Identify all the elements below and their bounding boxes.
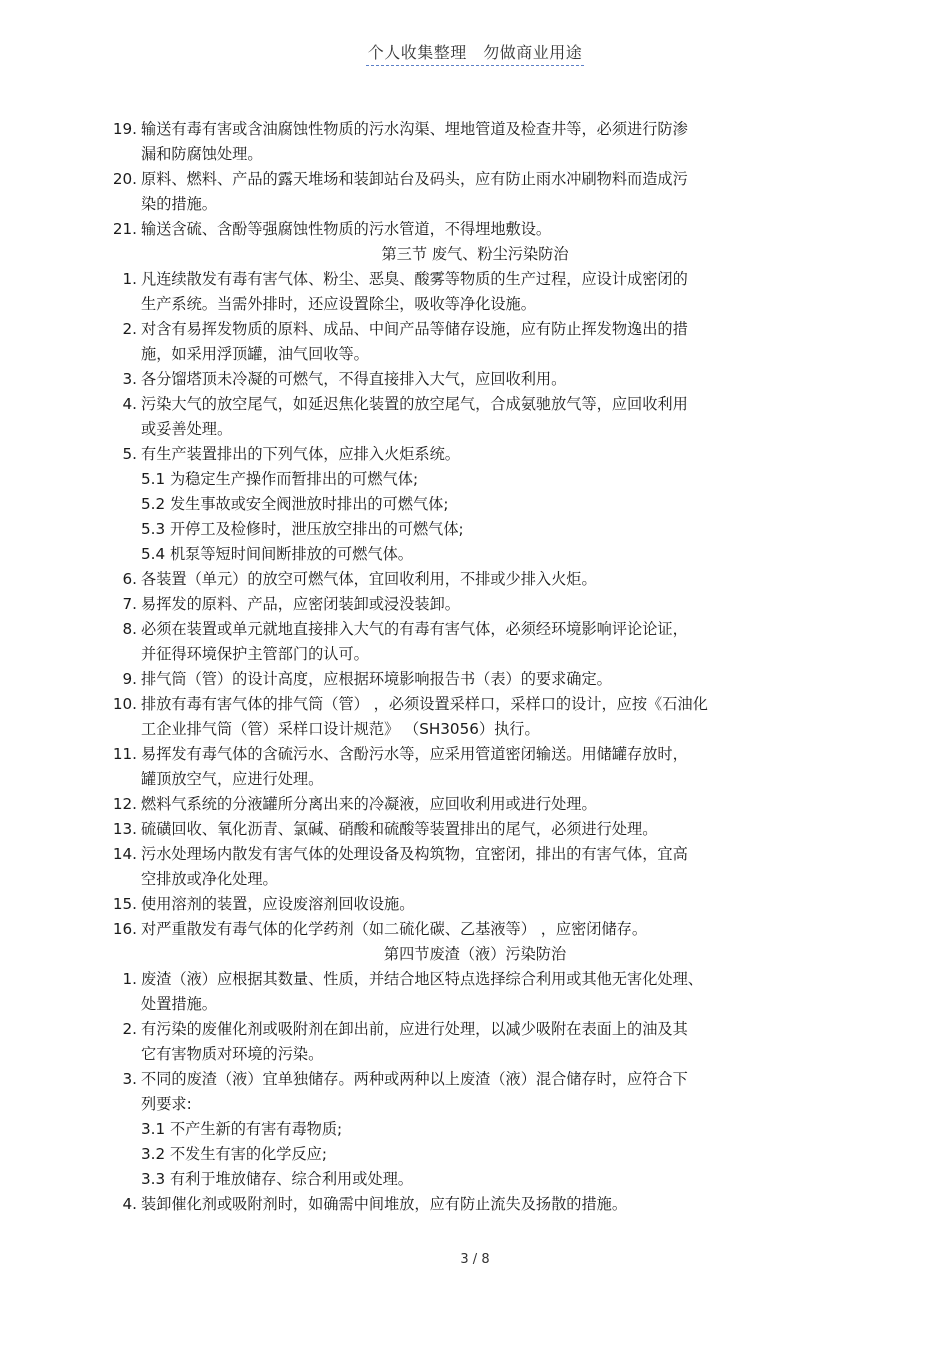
list-item <box>0 167 950 192</box>
list-item-number: 4. <box>122 395 137 413</box>
list-item <box>0 392 950 417</box>
list-item-text: 易挥发的原料、产品，应密闭装卸或浸没装卸。 <box>141 595 460 613</box>
list-item-number: 11. <box>112 745 137 763</box>
list-item-text: 排放有毒有害气体的排气筒（管） ，必须设置采样口，采样口的设计，应按《石油化 <box>141 695 708 713</box>
list-item <box>0 217 950 242</box>
list-item-number: 13. <box>112 820 137 838</box>
continuation-text: 染的措施。 <box>141 195 217 213</box>
list-item-text: 有生产装置排出的下列气体，应排入火炬系统。 <box>141 445 460 463</box>
sub-item <box>0 492 950 517</box>
list-item-continuation <box>0 1042 950 1067</box>
sub-item-text: 3.1 不产生新的有害有毒物质; <box>141 1120 343 1138</box>
list-item-text: 装卸催化剂或吸附剂时，如确需中间堆放，应有防止流失及扬散的措施。 <box>141 1195 627 1213</box>
list-item <box>0 592 950 617</box>
document-body <box>0 117 950 1217</box>
list-item <box>0 892 950 917</box>
list-item-text: 原料、燃料、产品的露天堆场和装卸站台及码头，应有防止雨水冲刷物料而造成污 <box>141 170 688 188</box>
continuation-text: 空排放或净化处理。 <box>141 870 278 888</box>
sub-item <box>0 1142 950 1167</box>
list-item-continuation <box>0 867 950 892</box>
list-item-number: 2. <box>122 1020 137 1038</box>
list-item-number: 20. <box>112 170 137 188</box>
sub-item <box>0 1167 950 1192</box>
list-item-number: 1. <box>122 270 137 288</box>
continuation-text: 工企业排气筒（管）采样口设计规范》 （SH3056）执行。 <box>141 720 540 738</box>
list-item-continuation <box>0 642 950 667</box>
list-item <box>0 667 950 692</box>
list-item-continuation <box>0 292 950 317</box>
list-item <box>0 917 950 942</box>
list-item <box>0 792 950 817</box>
list-item-number: 5. <box>122 445 137 463</box>
sub-item-text: 5.1 为稳定生产操作而暂排出的可燃气体; <box>141 470 419 488</box>
list-item-text: 污水处理场内散发有害气体的处理设备及构筑物，宜密闭，排出的有害气体，宜高 <box>141 845 688 863</box>
continuation-text: 列要求: <box>141 1095 192 1113</box>
list-item <box>0 817 950 842</box>
list-item <box>0 1017 950 1042</box>
list-item <box>0 442 950 467</box>
list-item-text: 燃料气系统的分液罐所分离出来的冷凝液，应回收利用或进行处理。 <box>141 795 597 813</box>
list-item-text: 不同的废渣（液）宜单独储存。两种或两种以上废渣（液）混合储存时，应符合下 <box>141 1070 688 1088</box>
sub-item-text: 3.3 有利于堆放储存、综合利用或处理。 <box>141 1170 413 1188</box>
list-item-text: 对严重散发有毒气体的化学药剂（如二硫化碳、乙基液等） ，应密闭储存。 <box>141 920 648 938</box>
sub-item-text: 5.4 机泵等短时间间断排放的可燃气体。 <box>141 545 413 563</box>
list-item <box>0 117 950 142</box>
header-text: 个人收集整理 勿做商业用途 <box>366 43 585 66</box>
section-heading: 第三节 废气、粉尘污染防治 <box>381 245 569 263</box>
list-item-number: 16. <box>112 920 137 938</box>
list-item-text: 对含有易挥发物质的原料、成品、中间产品等储存设施，应有防止挥发物逸出的措 <box>141 320 688 338</box>
sub-item-text: 5.2 发生事故或安全阀泄放时排出的可燃气体; <box>141 495 449 513</box>
list-item-number: 4. <box>122 1195 137 1213</box>
list-item-text: 各装置（单元）的放空可燃气体，宜回收利用，不排或少排入火炬。 <box>141 570 597 588</box>
list-item-number: 12. <box>112 795 137 813</box>
sub-item-text: 3.2 不发生有害的化学反应; <box>141 1145 327 1163</box>
list-item-text: 各分馏塔顶未冷凝的可燃气，不得直接排入大气，应回收利用。 <box>141 370 567 388</box>
list-item-continuation <box>0 1092 950 1117</box>
list-item-text: 废渣（液）应根据其数量、性质，并结合地区特点选择综合利用或其他无害化处理、 <box>141 970 703 988</box>
list-item-continuation <box>0 992 950 1017</box>
page-header <box>0 40 950 63</box>
list-item-text: 硫磺回收、氧化沥青、氯碱、硝酸和硫酸等装置排出的尾气，必须进行处理。 <box>141 820 658 838</box>
list-item-continuation <box>0 142 950 167</box>
continuation-text: 生产系统。当需外排时，还应设置除尘，吸收等净化设施。 <box>141 295 536 313</box>
continuation-text: 并征得环境保护主管部门的认可。 <box>141 645 369 663</box>
continuation-text: 施，如采用浮顶罐，油气回收等。 <box>141 345 369 363</box>
sub-item <box>0 1117 950 1142</box>
continuation-text: 处置措施。 <box>141 995 217 1013</box>
list-item <box>0 617 950 642</box>
sub-item <box>0 542 950 567</box>
list-item-continuation <box>0 767 950 792</box>
list-item <box>0 317 950 342</box>
continuation-text: 或妥善处理。 <box>141 420 233 438</box>
sub-item <box>0 467 950 492</box>
list-item <box>0 1067 950 1092</box>
list-item <box>0 742 950 767</box>
list-item-number: 2. <box>122 320 137 338</box>
list-item-number: 3. <box>122 370 137 388</box>
page-number: 3 / 8 <box>460 1252 490 1267</box>
list-item-number: 9. <box>122 670 137 688</box>
list-item-number: 19. <box>112 120 137 138</box>
list-item-text: 输送有毒有害或含油腐蚀性物质的污水沟渠、埋地管道及检查井等，必须进行防渗 <box>141 120 688 138</box>
list-item <box>0 1192 950 1217</box>
list-item-number: 10. <box>112 695 137 713</box>
list-item <box>0 692 950 717</box>
list-item-number: 21. <box>112 220 137 238</box>
list-item <box>0 567 950 592</box>
list-item-continuation <box>0 192 950 217</box>
list-item-number: 3. <box>122 1070 137 1088</box>
list-item-number: 1. <box>122 970 137 988</box>
list-item-text: 必须在装置或单元就地直接排入大气的有毒有害气体，必须经环境影响评论论证， <box>141 620 688 638</box>
section-heading: 第四节废渣（液）污染防治 <box>383 945 567 963</box>
continuation-text: 漏和防腐蚀处理。 <box>141 145 263 163</box>
continuation-text: 罐顶放空气，应进行处理。 <box>141 770 324 788</box>
sub-item <box>0 517 950 542</box>
list-item-text: 污染大气的放空尾气，如延迟焦化装置的放空尾气，合成氨驰放气等，应回收利用 <box>141 395 688 413</box>
list-item-text: 易挥发有毒气体的含硫污水、含酚污水等，应采用管道密闭输送。用储罐存放时， <box>141 745 688 763</box>
list-item-text: 输送含硫、含酚等强腐蚀性物质的污水管道，不得埋地敷设。 <box>141 220 552 238</box>
sub-item-text: 5.3 开停工及检修时，泄压放空排出的可燃气体; <box>141 520 464 538</box>
list-item <box>0 842 950 867</box>
list-item-number: 7. <box>122 595 137 613</box>
list-item-continuation <box>0 342 950 367</box>
list-item-number: 6. <box>122 570 137 588</box>
list-item-text: 使用溶剂的装置，应设废溶剂回收设施。 <box>141 895 415 913</box>
list-item <box>0 267 950 292</box>
list-item <box>0 967 950 992</box>
list-item-continuation <box>0 417 950 442</box>
list-item-text: 排气筒（管）的设计高度，应根据环境影响报告书（表）的要求确定。 <box>141 670 612 688</box>
list-item-number: 15. <box>112 895 137 913</box>
list-item-text: 凡连续散发有毒有害气体、粉尘、恶臭、酸雾等物质的生产过程，应设计成密闭的 <box>141 270 688 288</box>
list-item-number: 8. <box>122 620 137 638</box>
list-item-continuation <box>0 717 950 742</box>
list-item-text: 有污染的废催化剂或吸附剂在卸出前，应进行处理，以减少吸附在表面上的油及其 <box>141 1020 688 1038</box>
list-item <box>0 367 950 392</box>
continuation-text: 它有害物质对环境的污染。 <box>141 1045 324 1063</box>
list-item-number: 14. <box>112 845 137 863</box>
